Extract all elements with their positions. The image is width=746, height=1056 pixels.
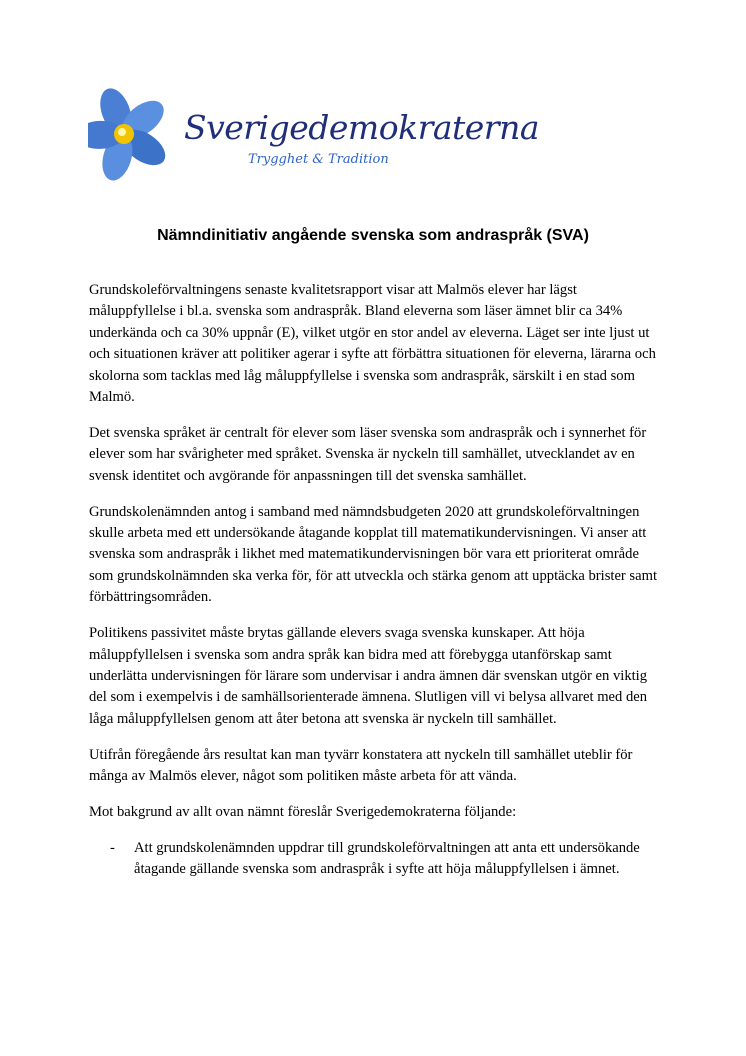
logo-wordmark: Sverigedemokraterna bbox=[184, 108, 540, 147]
paragraph: Grundskoleförvaltningens senaste kvalitetsrapport visar att Malmös elever har lägst måluppfyllelse i bl.a. svenska som andraspråk. Bland eleverna som läser ämnet blir ca 34% underkända och ca 30% uppnår (E), vilket utgör en stor andel av eleverna. Läget ser inte ljust ut och situationen kräver att politiker agerar i syfte att förbättra situationen för eleverna, lärarna och skolorna som tacklas med låg måluppfyllelse i svenska som andraspråk, särskilt i en stad som Malmö. bbox=[89, 282, 656, 406]
proposal-list-item bbox=[89, 838, 664, 881]
paragraph: Utifrån föregående års resultat kan man tyvärr konstatera att nyckeln till samhället uteblir för många av Malmös elever, något som politiken måste arbeta för att vända. bbox=[89, 746, 633, 785]
paragraph: Politikens passivitet måste brytas gällande elevers svaga svenska kunskaper. Att höja måluppfyllelsen i svenska som andra språk kan bidra med att förebygga utanförskap samt underlätta undervisningen för lärare som undervisar i andra ämnen där svenskan utgör en viktig del som i exempelvis i de samhällsorienterade ämnena. Slutligen vill vi belysa allvaret med den låga måluppfyllelsen genom att åter betona att svenska är nyckeln till samhället. bbox=[89, 625, 648, 727]
logo-tagline: Trygghet & Tradition bbox=[248, 152, 389, 167]
document-body bbox=[89, 280, 664, 881]
paragraph: Mot bakgrund av allt ovan nämnt föreslår Sverigedemokraterna följande: bbox=[89, 804, 517, 821]
flower-icon bbox=[88, 82, 188, 182]
paragraph: Grundskolenämnden antog i samband med nämndsbudgeten 2020 att grundskoleförvaltningen skulle arbeta med ett undersökande åtagande kopplat till matematikundervisningen. Vi anser att svenska som andraspråk i likhet med matematikundervisningen bör vara ett prioriterat område som grundskolnämnden ska verka för, för att utveckla och stärka genom att upptäcka brister samt förbättringsområden. bbox=[89, 503, 657, 606]
proposal-text: Att grundskolenämnden uppdrar till grundskoleförvaltningen att anta ett undersökande åtagande gällande svenska som andraspråk i syfte att höja måluppfyllelsen i ämnet. bbox=[134, 839, 640, 878]
document-title: Nämndinitiativ angående svenska som andraspråk (SVA) bbox=[157, 227, 589, 244]
paragraph: Det svenska språket är centralt för elever som läser svenska som andraspråk och i synnerhet för elever som har svårigheter med språket. Svenska är nyckeln till samhället, utvecklandet av en svensk identitet och avgörande för anpassningen till det svenska samhället. bbox=[89, 424, 647, 484]
list-marker: - bbox=[110, 839, 115, 856]
party-logo bbox=[88, 82, 540, 182]
